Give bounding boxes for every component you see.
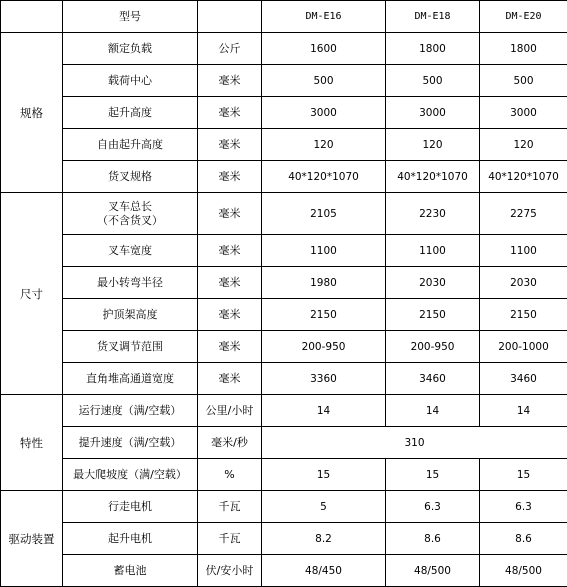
row-item: 行走电机 (63, 491, 198, 523)
row-item: 载荷中心 (63, 65, 198, 97)
value-e16: 40*120*1070 (262, 161, 386, 193)
value-e20: 500 (480, 65, 567, 97)
unit-header-cell (198, 1, 262, 33)
value-e16: 1600 (262, 33, 386, 65)
table-row (1, 33, 567, 65)
table-row (1, 331, 567, 363)
value-e20: 2150 (480, 299, 567, 331)
corner-cell (1, 1, 63, 33)
table-row (1, 523, 567, 555)
value-e18: 1100 (386, 235, 480, 267)
table-row (1, 299, 567, 331)
table-row (1, 363, 567, 395)
table-row (1, 161, 567, 193)
value-e18: 2030 (386, 267, 480, 299)
table-row (1, 235, 567, 267)
value-e20: 200-1000 (480, 331, 567, 363)
value-e18: 8.6 (386, 523, 480, 555)
row-item: 自由起升高度 (63, 129, 198, 161)
value-e18: 2230 (386, 193, 480, 235)
row-unit: 毫米 (198, 363, 262, 395)
group-spec: 规格 (1, 33, 63, 193)
row-unit: 毫米 (198, 193, 262, 235)
model-e16: DM-E16 (262, 1, 386, 33)
value-e16: 200-950 (262, 331, 386, 363)
row-unit: 毫米 (198, 331, 262, 363)
value-e20: 2030 (480, 267, 567, 299)
row-unit: 伏/安小时 (198, 555, 262, 587)
value-e18: 3460 (386, 363, 480, 395)
value-e16: 5 (262, 491, 386, 523)
row-unit: 毫米 (198, 299, 262, 331)
value-merged: 310 (262, 427, 567, 459)
model-header-label: 型号 (63, 1, 198, 33)
row-unit: 毫米 (198, 161, 262, 193)
row-unit: 毫米 (198, 97, 262, 129)
value-e16: 1980 (262, 267, 386, 299)
value-e20: 2275 (480, 193, 567, 235)
value-e16: 500 (262, 65, 386, 97)
table-row (1, 491, 567, 523)
value-e18: 2150 (386, 299, 480, 331)
value-e20: 1100 (480, 235, 567, 267)
value-e20: 6.3 (480, 491, 567, 523)
table-row (1, 395, 567, 427)
value-e18: 40*120*1070 (386, 161, 480, 193)
value-e18: 6.3 (386, 491, 480, 523)
table-row (1, 193, 567, 235)
row-item-line1: 叉车总长 (108, 200, 152, 213)
table-row (1, 459, 567, 491)
row-item: 起升电机 (63, 523, 198, 555)
value-e16: 15 (262, 459, 386, 491)
row-item: 提升速度（满/空载） (63, 427, 198, 459)
value-e20: 48/500 (480, 555, 567, 587)
value-e18: 3000 (386, 97, 480, 129)
row-item-line2: （不含货叉） (97, 214, 163, 227)
value-e16: 48/450 (262, 555, 386, 587)
model-e18: DM-E18 (386, 1, 480, 33)
group-performance: 特性 (1, 395, 63, 491)
value-e20: 8.6 (480, 523, 567, 555)
value-e18: 15 (386, 459, 480, 491)
row-unit: 千瓦 (198, 523, 262, 555)
model-e20: DM-E20 (480, 1, 567, 33)
row-item: 额定负载 (63, 33, 198, 65)
table-row (1, 267, 567, 299)
value-e20: 40*120*1070 (480, 161, 567, 193)
row-item: 运行速度（满/空载） (63, 395, 198, 427)
value-e20: 15 (480, 459, 567, 491)
value-e16: 2105 (262, 193, 386, 235)
value-e20: 3460 (480, 363, 567, 395)
row-item: 货叉调节范围 (63, 331, 198, 363)
row-item: 蓄电池 (63, 555, 198, 587)
row-item: 叉车宽度 (63, 235, 198, 267)
value-e18: 14 (386, 395, 480, 427)
value-e16: 14 (262, 395, 386, 427)
group-dimensions: 尺寸 (1, 193, 63, 395)
value-e18: 48/500 (386, 555, 480, 587)
value-e20: 1800 (480, 33, 567, 65)
value-e18: 500 (386, 65, 480, 97)
row-unit: 毫米 (198, 129, 262, 161)
table-header-row (1, 1, 567, 33)
value-e16: 120 (262, 129, 386, 161)
value-e20: 14 (480, 395, 567, 427)
value-e16: 2150 (262, 299, 386, 331)
table-row (1, 427, 567, 459)
row-unit: % (198, 459, 262, 491)
row-unit: 毫米 (198, 235, 262, 267)
value-e16: 3000 (262, 97, 386, 129)
table-row (1, 65, 567, 97)
value-e20: 120 (480, 129, 567, 161)
value-e16: 8.2 (262, 523, 386, 555)
row-item (63, 193, 198, 235)
value-e20: 3000 (480, 97, 567, 129)
row-item: 护顶架高度 (63, 299, 198, 331)
row-unit: 毫米 (198, 65, 262, 97)
row-unit: 公里/小时 (198, 395, 262, 427)
row-item: 直角堆高通道宽度 (63, 363, 198, 395)
value-e16: 1100 (262, 235, 386, 267)
value-e18: 1800 (386, 33, 480, 65)
row-unit: 毫米 (198, 267, 262, 299)
row-item: 起升高度 (63, 97, 198, 129)
value-e18: 200-950 (386, 331, 480, 363)
row-unit: 毫米/秒 (198, 427, 262, 459)
table-row (1, 129, 567, 161)
row-item: 最小转弯半径 (63, 267, 198, 299)
table-row (1, 555, 567, 587)
row-item: 货叉规格 (63, 161, 198, 193)
value-e16: 3360 (262, 363, 386, 395)
group-drive: 驱动装置 (1, 491, 63, 587)
row-unit: 公斤 (198, 33, 262, 65)
row-item: 最大爬坡度（满/空载） (63, 459, 198, 491)
row-unit: 千瓦 (198, 491, 262, 523)
value-e18: 120 (386, 129, 480, 161)
table-row (1, 97, 567, 129)
